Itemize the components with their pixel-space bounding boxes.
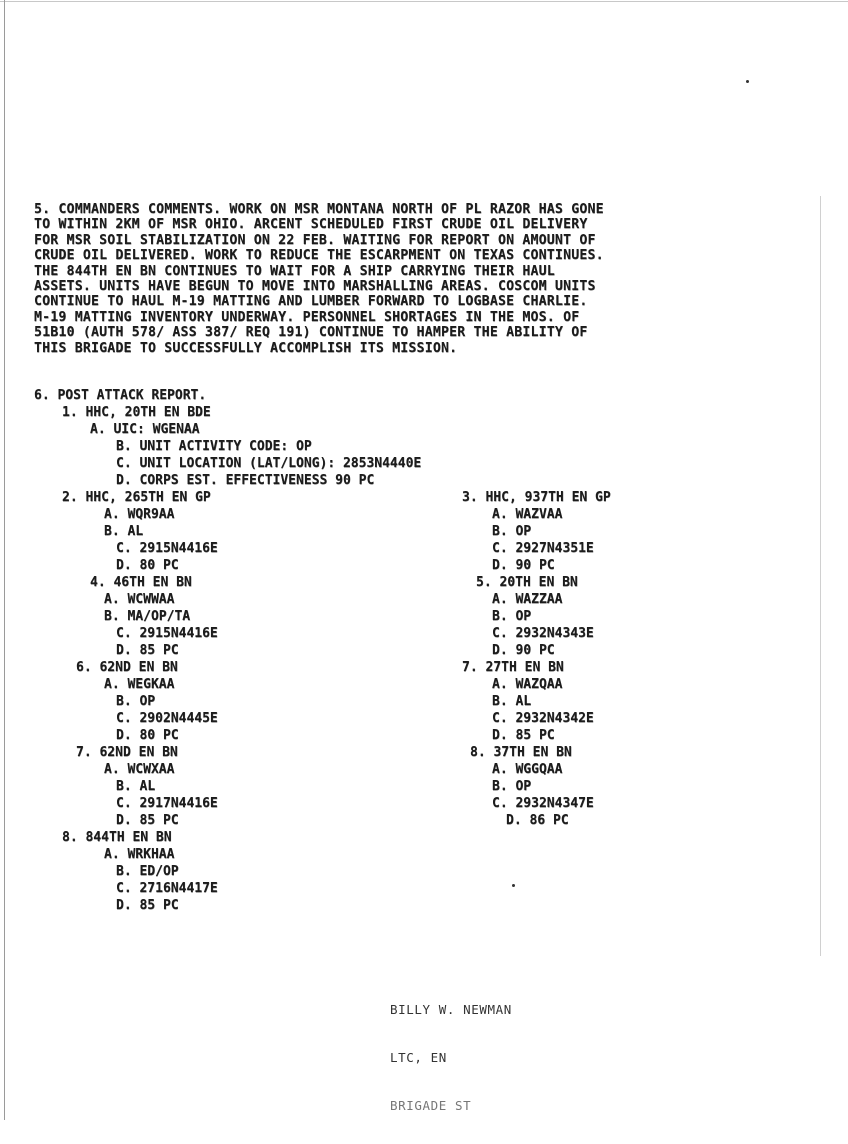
unit-title: 3. HHC, 937TH EN GP (462, 490, 611, 505)
paragraph-line: CRUDE OIL DELIVERED. WORK TO REDUCE THE ESCARPMENT ON TEXAS CONTINUES. (34, 248, 604, 264)
unit-effectiveness: D. 85 PC (492, 728, 555, 743)
unit-activity-code: B. AL (104, 524, 144, 539)
unit-location: C. 2932N4343E (492, 626, 594, 641)
signature-name: BILLY W. NEWMAN (390, 1002, 512, 1017)
unit-activity-code: B. OP (492, 779, 532, 794)
unit-activity-code: B. AL (116, 779, 156, 794)
unit-effectiveness: D. 85 PC (116, 898, 179, 913)
signature-role: BRIGADE ST (390, 1098, 472, 1113)
unit-uic: A. WCWXAA (104, 762, 175, 777)
unit-activity-code: B. AL (492, 694, 532, 709)
paragraph-line: 51B10 (AUTH 578/ ASS 387/ REQ 191) CONTINUE TO HAMPER THE ABILITY OF (34, 325, 588, 341)
unit-activity-code: B. MA/OP/TA (104, 609, 191, 624)
page-edge-top (0, 1, 848, 2)
unit-uic: A. WAZZAA (492, 592, 563, 607)
unit-effectiveness: D. 80 PC (116, 558, 179, 573)
unit-uic: A. UIC: WGENAA (90, 422, 200, 437)
unit-effectiveness: D. CORPS EST. EFFECTIVENESS 90 PC (116, 473, 375, 488)
paragraph-line: TO WITHIN 2KM OF MSR OHIO. ARCENT SCHEDULED FIRST CRUDE OIL DELIVERY (34, 217, 588, 233)
paragraph-line: THE 844TH EN BN CONTINUES TO WAIT FOR A SHIP CARRYING THEIR HAUL (34, 263, 555, 279)
unit-effectiveness: D. 86 PC (506, 813, 569, 828)
unit-uic: A. WQR9AA (104, 507, 175, 522)
unit-location: C. 2915N4416E (116, 541, 218, 556)
unit-uic: A. WCWWAA (104, 592, 175, 607)
unit-activity-code: B. ED/OP (116, 864, 179, 879)
scan-speck (512, 884, 515, 887)
unit-title: 6. 62ND EN BN (76, 660, 178, 675)
unit-title: 4. 46TH EN BN (90, 575, 192, 590)
unit-uic: A. WRKHAA (104, 847, 175, 862)
unit-location: C. 2917N4416E (116, 796, 218, 811)
unit-location: C. 2927N4351E (492, 541, 594, 556)
paragraph-line: FOR MSR SOIL STABILIZATION ON 22 FEB. WAITING FOR REPORT ON AMOUNT OF (34, 232, 596, 248)
unit-location: C. 2716N4417E (116, 881, 218, 896)
paragraph-line: CONTINUE TO HAUL M-19 MATTING AND LUMBER FORWARD TO LOGBASE CHARLIE. (34, 294, 588, 310)
unit-location: C. 2932N4342E (492, 711, 594, 726)
unit-title: 8. 37TH EN BN (470, 745, 572, 760)
page-edge-left (4, 0, 5, 1120)
signature-block (390, 970, 512, 1130)
signature-rank: LTC, EN (390, 1050, 447, 1065)
unit-title: 7. 62ND EN BN (76, 745, 178, 760)
unit-activity-code: B. UNIT ACTIVITY CODE: OP (116, 439, 312, 454)
unit-location: C. 2915N4416E (116, 626, 218, 641)
post-attack-heading: 6. POST ATTACK REPORT. (34, 388, 207, 403)
unit-uic: A. WAZQAA (492, 677, 563, 692)
unit-effectiveness: D. 90 PC (492, 558, 555, 573)
unit-activity-code: B. OP (492, 609, 532, 624)
scan-speck (746, 80, 749, 83)
unit-uic: A. WAZVAA (492, 507, 563, 522)
unit-activity-code: B. OP (116, 694, 156, 709)
paragraph-line: 5. COMMANDERS COMMENTS. WORK ON MSR MONTANA NORTH OF PL RAZOR HAS GONE (34, 202, 604, 217)
unit-uic: A. WEGKAA (104, 677, 175, 692)
commanders-comments-paragraph (34, 202, 794, 356)
paragraph-line: THIS BRIGADE TO SUCCESSFULLY ACCOMPLISH ITS MISSION. (34, 340, 458, 356)
unit-effectiveness: D. 85 PC (116, 643, 179, 658)
paragraph-line: M-19 MATTING INVENTORY UNDERWAY. PERSONNEL SHORTAGES IN THE MOS. OF (34, 309, 580, 325)
unit-title: 2. HHC, 265TH EN GP (62, 490, 211, 505)
unit-title: 5. 20TH EN BN (476, 575, 578, 590)
paragraph-line: ASSETS. UNITS HAVE BEGUN TO MOVE INTO MARSHALLING AREAS. COSCOM UNITS (34, 278, 596, 294)
unit-activity-code: B. OP (492, 524, 532, 539)
unit-location: C. UNIT LOCATION (LAT/LONG): 2853N4440E (116, 456, 422, 471)
unit-uic: A. WGGQAA (492, 762, 563, 777)
unit-title: 7. 27TH EN BN (462, 660, 564, 675)
unit-title: 8. 844TH EN BN (62, 830, 172, 845)
unit-effectiveness: D. 90 PC (492, 643, 555, 658)
unit-location: C. 2902N4445E (116, 711, 218, 726)
unit-effectiveness: D. 80 PC (116, 728, 179, 743)
unit-title: 1. HHC, 20TH EN BDE (62, 405, 211, 420)
unit-location: C. 2932N4347E (492, 796, 594, 811)
page-edge-right (820, 196, 821, 956)
unit-effectiveness: D. 85 PC (116, 813, 179, 828)
